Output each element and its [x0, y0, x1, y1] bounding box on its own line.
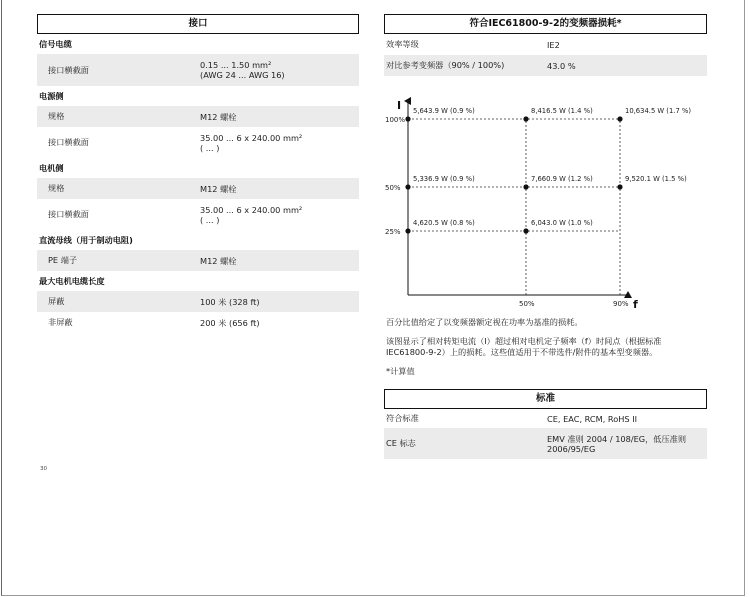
data-point: [523, 184, 528, 189]
value-line-2: 2006/95/EG: [547, 443, 596, 454]
row-label: 规格: [48, 183, 65, 193]
loss-note-description-line1: 该图显示了相对转矩电流（I）超过相对电机定子频率（f）时间点（根据标准: [386, 336, 662, 346]
data-label: 4,620.5 W (0.8 %): [413, 219, 475, 227]
data-point: [617, 116, 622, 121]
data-label: 6,043.0 W (1.0 %): [531, 219, 593, 227]
reference-converter-row: [384, 55, 707, 76]
data-point: [523, 116, 528, 121]
row-label: 接口横截面: [48, 209, 89, 219]
row-value: M12 螺栓: [200, 183, 237, 194]
row-value: 200 米 (656 ft): [200, 317, 260, 328]
interface-section: [37, 14, 359, 333]
data-label: 8,416.5 W (1.4 %): [531, 107, 593, 115]
row-label: 符合标准: [386, 413, 419, 423]
y-tick-label: 25%: [385, 228, 401, 236]
losses-section: [384, 14, 707, 76]
value-line-1: EMV 准则 2004 / 108/EG，低压准则: [547, 433, 687, 444]
dc-link-heading: 直流母线（用于制动电阻): [39, 235, 133, 245]
row-value: CE, EAC, RCM, RoHS II: [547, 413, 638, 424]
row-value: [200, 205, 359, 225]
y-tick-label: 100%: [385, 116, 406, 124]
data-point: [405, 184, 410, 189]
row-value: IE2: [547, 39, 560, 50]
row-value: M12 螺栓: [200, 111, 237, 122]
data-point: [617, 184, 622, 189]
unshielded-length-row: [37, 312, 359, 333]
shielded-length-row: [37, 291, 359, 312]
data-point: [523, 228, 528, 233]
motor-side-spec-row: [37, 178, 359, 199]
row-label: 接口横截面: [48, 64, 89, 75]
loss-note-percent: 百分比值给定了以变频器额定视在功率为基准的损耗。: [386, 317, 583, 327]
row-value: [200, 60, 359, 80]
y-tick-label: 50%: [385, 184, 401, 192]
x-axis-label: f: [633, 298, 638, 311]
row-value: [547, 434, 707, 454]
pe-terminal-row: [37, 250, 359, 271]
value-line-2: ( ... ): [200, 142, 220, 153]
motor-side-heading: 电机侧: [39, 163, 64, 173]
motor-side-cross-section-row: [37, 199, 359, 230]
value-line-1: 35.00 ... 6 x 240.00 mm²: [200, 132, 303, 143]
row-value: 43.0 %: [547, 60, 576, 71]
losses-title: 符合IEC61800-9-2的变频器损耗*: [384, 14, 707, 34]
conformity-row: [384, 409, 707, 428]
signal-cable-heading: 信号电缆: [39, 39, 72, 49]
row-value: M12 螺栓: [200, 255, 237, 266]
value-line-2: (AWG 24 ... AWG 16): [200, 70, 285, 80]
data-label: 5,643.9 W (0.9 %): [413, 107, 475, 115]
calculated-value-note: *计算值: [386, 366, 415, 376]
x-tick-label: 50%: [519, 300, 535, 308]
row-label: 效率等级: [386, 39, 419, 49]
data-label: 7,660.9 W (1.2 %): [531, 175, 593, 183]
row-label: 非屏蔽: [48, 317, 73, 327]
data-point: [405, 228, 410, 233]
row-label: PE 端子: [48, 255, 78, 265]
y-axis-label: I: [397, 99, 402, 112]
efficiency-class-row: [384, 34, 707, 55]
standards-section: [384, 389, 707, 459]
row-label: 规格: [48, 111, 65, 121]
line-side-cross-section-row: [37, 127, 359, 158]
value-line-2: ( ... ): [200, 214, 220, 225]
interface-title: 接口: [37, 14, 359, 34]
loss-chart: [384, 95, 707, 313]
row-label: 对比参考变频器（90% / 100%): [386, 60, 505, 70]
loss-note-description-line2: IEC61800-9-2）上的损耗。这些值适用于不带选件/附件的基本型变频器。: [386, 347, 658, 357]
row-value: 100 米 (328 ft): [200, 296, 260, 307]
ce-mark-row: [384, 428, 707, 459]
page-footmark: 30: [40, 466, 47, 472]
signal-cable-cross-section-row: [37, 54, 359, 86]
data-point: [405, 116, 410, 121]
row-label: CE 标志: [386, 438, 416, 448]
value-line-1: 35.00 ... 6 x 240.00 mm²: [200, 204, 303, 215]
data-label: 10,634.5 W (1.7 %): [625, 107, 692, 115]
data-label: 9,520.1 W (1.5 %): [625, 175, 687, 183]
max-cable-length-heading: 最大电机电缆长度: [39, 276, 105, 286]
data-label: 5,336.9 W (0.9 %): [413, 175, 475, 183]
standards-title: 标准: [384, 389, 707, 409]
line-side-heading: 电源侧: [39, 91, 64, 101]
x-tick-label: 90%: [613, 300, 629, 308]
row-value: [200, 133, 359, 153]
value-line-1: 0.15 ... 1.50 mm²: [200, 60, 272, 70]
line-side-spec-row: [37, 106, 359, 127]
row-label: 屏蔽: [48, 296, 65, 306]
row-label: 接口横截面: [48, 137, 89, 147]
